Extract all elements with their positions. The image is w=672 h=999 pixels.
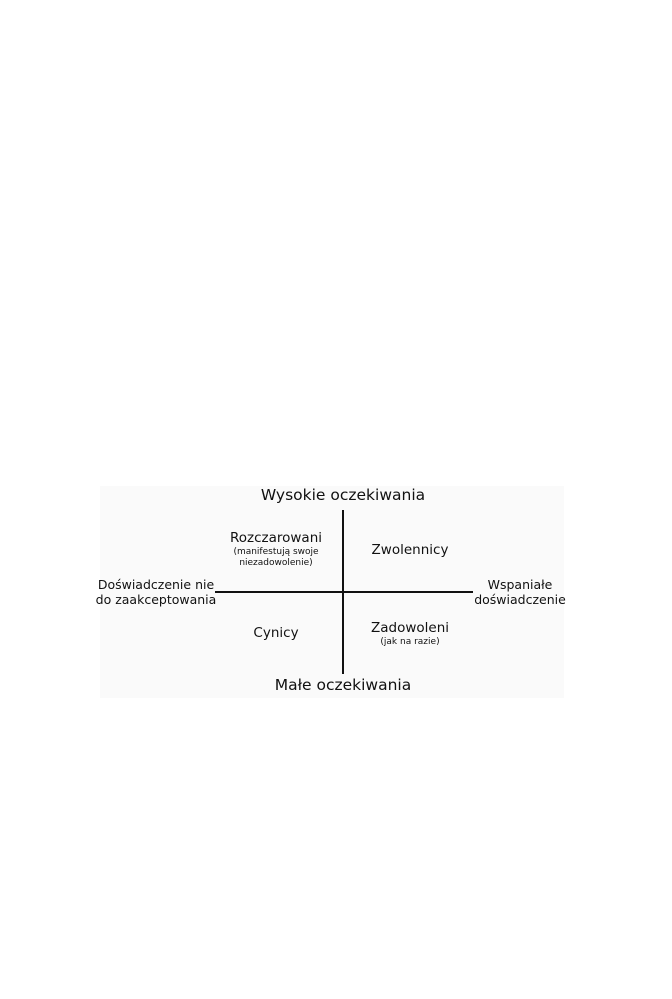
axis-label-right-line2: doświadczenie bbox=[474, 592, 566, 607]
axis-label-left-line1: Doświadczenie nie bbox=[97, 577, 215, 592]
quadrant-bottom-right bbox=[350, 620, 470, 648]
quadrant-top-right-title: Zwolennicy bbox=[371, 542, 449, 558]
quadrant-bottom-right-title: Zadowoleni bbox=[370, 620, 449, 636]
axis-label-left bbox=[91, 577, 221, 607]
quadrant-top-left-note-line1: (manifestują swoje bbox=[233, 547, 319, 557]
quadrant-bottom-left bbox=[216, 625, 336, 641]
quadrant-bottom-left-title: Cynicy bbox=[253, 625, 299, 641]
axis-label-right bbox=[455, 577, 585, 607]
axis-label-left-line2: do zaakceptowania bbox=[95, 592, 217, 607]
axis-label-right-line1: Wspaniałe bbox=[487, 577, 553, 592]
axis-label-bottom: Małe oczekiwania bbox=[274, 676, 412, 694]
quadrant-bottom-right-note: (jak na razie) bbox=[380, 637, 440, 647]
quadrant-top-right bbox=[350, 542, 470, 558]
quadrant-top-left bbox=[216, 530, 336, 569]
horizontal-axis-line bbox=[215, 591, 473, 593]
axis-label-top: Wysokie oczekiwania bbox=[260, 486, 426, 504]
quadrant-top-left-title: Rozczarowani bbox=[229, 530, 323, 546]
quadrant-top-left-note-line2: niezadowolenie) bbox=[239, 558, 313, 568]
